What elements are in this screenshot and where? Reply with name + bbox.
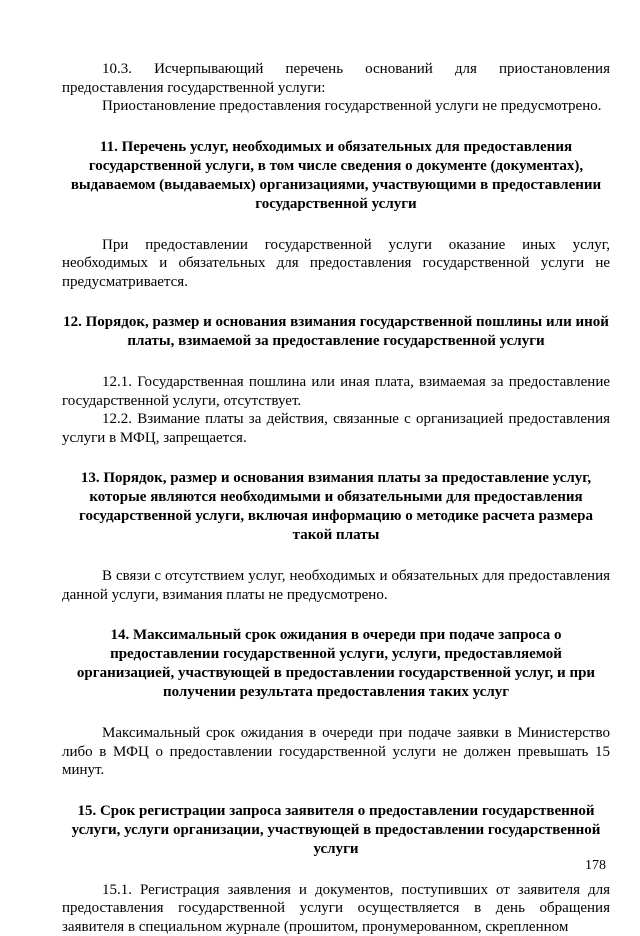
section-heading: 12. Порядок, размер и основания взимания государственной пошлины или иной платы, взимаемой за предоставление государственной услуги	[62, 313, 610, 351]
paragraph: Приостановление предоставления государственной услуги не предусмотрено.	[62, 97, 610, 116]
paragraph: 12.2. Взимание платы за действия, связанные с организацией предоставления услуги в МФЦ, запрещается.	[62, 410, 610, 447]
section-15	[62, 802, 610, 936]
section-10-3	[62, 60, 610, 116]
page-number: 178	[585, 858, 606, 874]
paragraph: 12.1. Государственная пошлина или иная плата, взимаемая за предоставление государственной услуги, отсутствует.	[62, 373, 610, 410]
paragraph: В связи с отсутствием услуг, необходимых и обязательных для предоставления данной услуги, взимания платы не предусмотрено.	[62, 567, 610, 604]
section-heading: 13. Порядок, размер и основания взимания платы за предоставление услуг, которые являются необходимыми и обязательными для предоставления государственной услуги, включая информацию о методике расчета размера такой платы	[62, 469, 610, 545]
section-heading: 15. Срок регистрации запроса заявителя о предоставлении государственной услуги, услуги организации, участвующей в предоставлении государственной услуги	[62, 802, 610, 859]
document-body	[62, 60, 610, 936]
section-11	[62, 138, 610, 292]
section-13	[62, 469, 610, 604]
paragraph: При предоставлении государственной услуги оказание иных услуг, необходимых и обязательных для предоставления государственной услуги не предусматривается.	[62, 236, 610, 292]
paragraph: 15.1. Регистрация заявления и документов, поступивших от заявителя для предоставления государственной услуги осуществляется в день обращения заявителя в специальном журнале (прошитом, пронумерованном, скрепленном	[62, 881, 610, 936]
section-heading: 11. Перечень услуг, необходимых и обязательных для предоставления государственной услуги, в том числе сведения о документе (документах), выдаваемом (выдаваемых) организациями, участвующими в предоставлении государственной услуги	[62, 138, 610, 214]
section-12	[62, 313, 610, 447]
paragraph: Максимальный срок ожидания в очереди при подаче заявки в Министерство либо в МФЦ о предоставлении государственной услуги не должен превышать 15 минут.	[62, 724, 610, 780]
section-14	[62, 626, 610, 780]
section-heading: 14. Максимальный срок ожидания в очереди при подаче запроса о предоставлении государственной услуги, услуги, предоставляемой организацией, участвующей в предоставлении государственной услуг, и при получении результата предоставления таких услуг	[62, 626, 610, 702]
paragraph: 10.3. Исчерпывающий перечень оснований для приостановления предоставления государственной услуги:	[62, 60, 610, 97]
